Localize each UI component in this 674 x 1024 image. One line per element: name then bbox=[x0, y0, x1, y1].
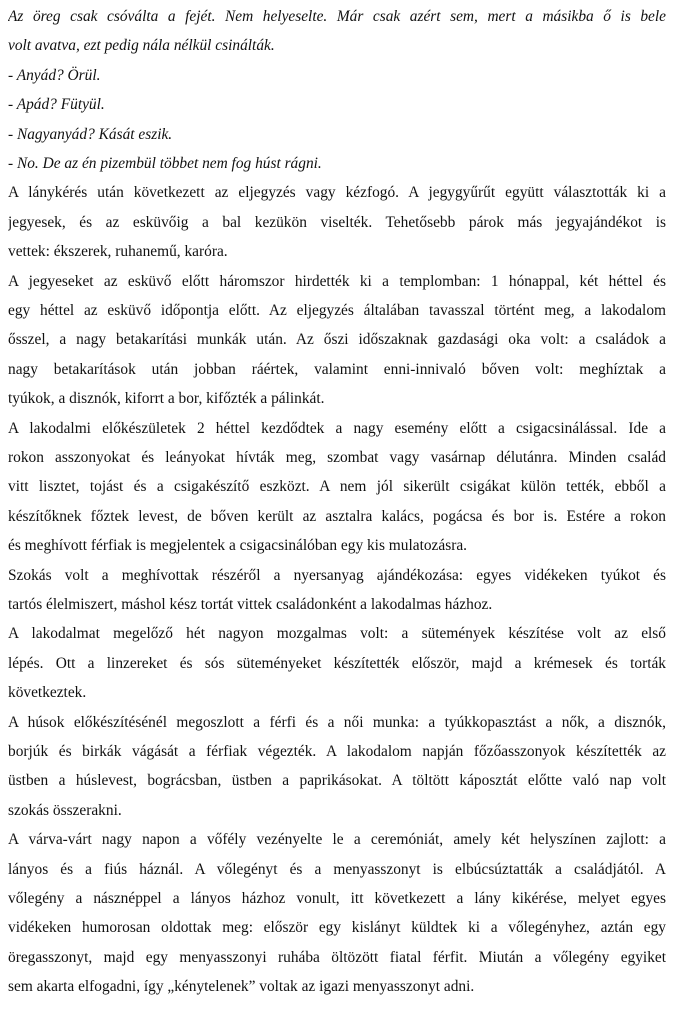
text-line: Az öreg csak csóválta a fejét. Nem helyeselte. Már csak azért sem, mert a másikba ő is bele bbox=[8, 8, 666, 25]
text-line: volt avatva, ezt pedig nála nélkül csinálták. bbox=[8, 37, 275, 55]
text-line: öregasszonyt, majd egy menyasszonyi ruhába öltözött fiatal férfit. Miután a vőlegény egyiket bbox=[8, 948, 666, 966]
text-line: A lánykérés után következett az eljegyzés vagy kézfogó. A jegygyűrűt együtt választották ki a bbox=[8, 184, 666, 202]
text-line: következtek. bbox=[8, 684, 87, 702]
text-line: vettek: ékszerek, ruhanemű, karóra. bbox=[8, 243, 228, 261]
text-line: jegyesek, és az esküvőig a bal kezükön viselték. Tehetősebb párok más jegyajándékot is bbox=[8, 213, 666, 231]
text-line: készítőknek főztek levest, de bőven került az asztalra kalács, pogácsa és bor is. Estére a rokon bbox=[8, 507, 666, 525]
text-line: szokás összerakni. bbox=[8, 801, 122, 819]
text-line: sem akarta elfogadni, így „kénytelenek” voltak az igazi menyasszonyt adni. bbox=[8, 978, 475, 996]
text-line: lányos és a fiús háznál. A vőlegényt és a menyasszonyt is elbúcsúztatták a családjától. A bbox=[8, 860, 666, 878]
text-line: - Apád? Fütyül. bbox=[8, 96, 105, 114]
text-line: A lakodalmi előkészületek 2 héttel kezdődtek a nagy esemény előtt a csigacsinálással. Ide a bbox=[8, 419, 666, 437]
text-line: ősszel, a nagy betakarítási munkák után. Az őszi időszaknak gazdasági oka volt: a családok a bbox=[8, 331, 666, 349]
text-line: üstben a húslevest, bográcsban, üstben a paprikásokat. A töltött káposztát előtte való nap volt bbox=[8, 772, 666, 790]
text-line: A várva-várt nagy napon a vőfély vezényelte le a ceremóniát, amely két helyszínen zajlott: a bbox=[8, 831, 666, 849]
text-line: - Anyád? Örül. bbox=[8, 66, 101, 84]
text-line: - No. De az én pizembül többet nem fog húst rágni. bbox=[8, 155, 322, 173]
text-line: vitt lisztet, tojást és a csigakészítő eszközt. A nem jól sikerült csigákat külön tették, ebből a bbox=[8, 478, 666, 496]
text-line: lépés. Ott a linzereket és sós süteményeket készítették először, majd a krémesek és torták bbox=[8, 654, 666, 672]
text-line: A lakodalmat megelőző hét nagyon mozgalmas volt: a sütemények készítése volt az első bbox=[8, 625, 666, 643]
text-line: és meghívott férfiak is megjelentek a csigacsinálóban egy kis mulatozásra. bbox=[8, 537, 467, 555]
text-line: rokon asszonyokat és leányokat hívták meg, szombat vagy vasárnap délutánra. Minden család bbox=[8, 448, 666, 466]
text-line: vidékeken humorosan oldottak meg: először egy kislányt küldtek ki a vőlegényhez, aztán egy bbox=[8, 919, 666, 937]
text-line: tyúkok, a disznók, kiforrt a bor, kifőzték a pálinkát. bbox=[8, 390, 325, 408]
body-text bbox=[8, 178, 666, 1001]
text-line: A jegyeseket az esküvő előtt háromszor hirdették ki a templomban: 1 hónappal, két héttel és bbox=[8, 272, 666, 290]
text-line: Szokás volt a meghívottak részéről a nyersanyag ajándékozása: egyes vidékeken tyúkot és bbox=[8, 566, 666, 584]
text-line: borjúk és birkák vágását a férfiak végezték. A lakodalom napján főzőasszonyok készítették az bbox=[8, 742, 666, 760]
text-line: vőlegény a násznéppel a lányos házhoz vonult, itt következett a lány kikérése, melyet egyes bbox=[8, 889, 666, 907]
text-line: tartós élelmiszert, máshol kész tortát vittek családonként a lakodalmas házhoz. bbox=[8, 595, 493, 613]
text-line: A húsok előkészítésénél megoszlott a férfi és a női munka: a tyúkkopasztást a nők, a disznók, bbox=[8, 713, 666, 731]
text-line: nagy betakarítások után jobban ráértek, valamint enni-innivaló bőven volt: meghíztak a bbox=[8, 360, 666, 378]
dialogue-block bbox=[8, 2, 666, 178]
text-line: egy héttel az esküvő időpontja előtt. Az eljegyzés általában tavasszal történt meg, a lakodalom bbox=[8, 302, 666, 319]
text-line: - Nagyanyád? Kását eszik. bbox=[8, 125, 173, 143]
